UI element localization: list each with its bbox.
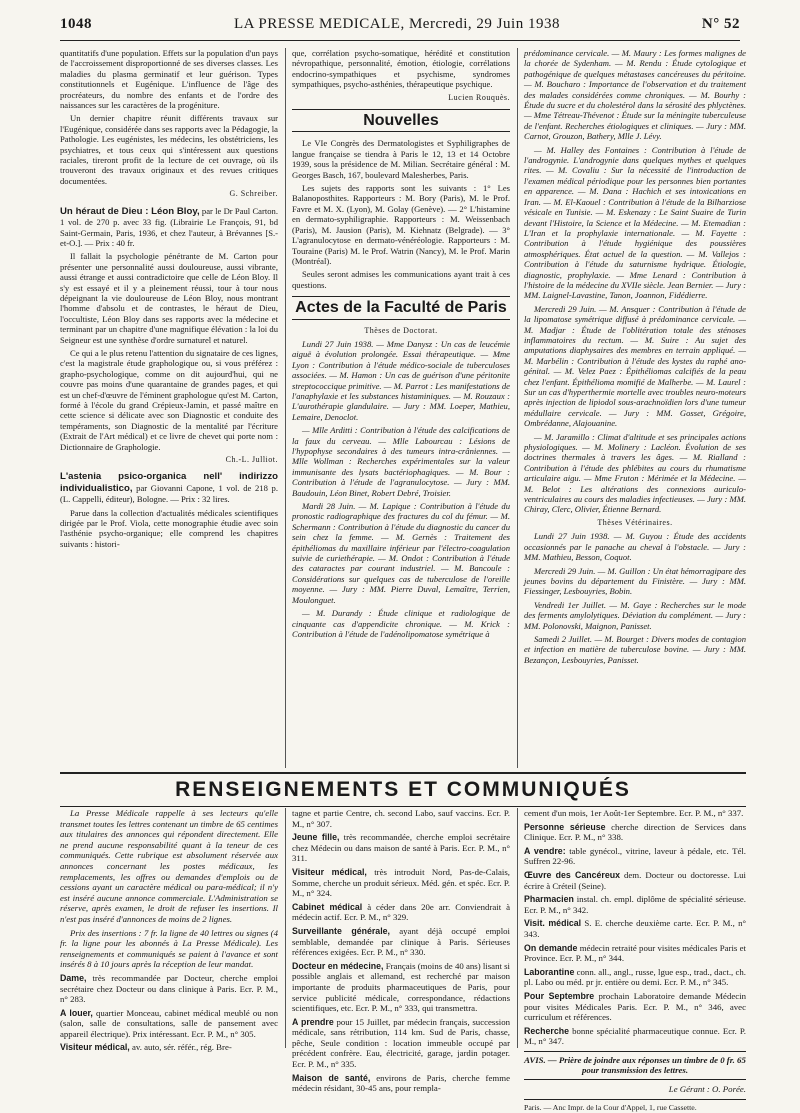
ad-heading: Cabinet médical [292, 901, 363, 912]
ad-text: ayant déjà occupé emploi semblable, demandée par clinique à Paris. Sérieuses références exigées. Ecr. P. M., n° 330. [292, 925, 510, 958]
ads-column-2 [292, 808, 511, 1094]
review-title: L'astenia psico-organica nell' indirizzo individualistico, [60, 471, 278, 494]
classified-ad [524, 1026, 746, 1047]
top-columns [60, 48, 746, 768]
review-info: par le Dr Paul Carton. 1 vol. de 270 p. avec 33 fig. (Librairie Le François, 91, bd Saint-Germain, Paris, 1936, et chez l'auteur, à Brévannes [S.-et-O.]. — Prix : 40 fr. [60, 205, 278, 248]
thesis-list: Mardi 28 Juin. — M. Lapique : Contribution à l'étude du pronostic radiographique des fractures du col du fémur. — M. Schermann : Contribution à l'étude du diagnostic du cancer du sein chez la femme. — M. Gernès : Traitement des épithéliomas du maxillaire inférieur par l'électro-coagulation suivie de curiethérapie. — M. Ondot : Contribution à l'étude des cataractes par courant industriel. — M. Bancoule : Considérations sur quelques cas de tuberculose de l'oreille moyenne. — Jury : MM. Pierre Duval, Lemaître, Terrien, Moulonguet. [292, 501, 510, 605]
ad-heading: A prendre [292, 1016, 334, 1027]
page-header [60, 16, 740, 38]
thesis-list: — M. Jaramillo : Climat d'altitude et ses principales actions physiologiques. — M. Molinery : Lacléon. Évolution de ses doctrines thermales à travers les âges. — M. Rialland : Contribution à l'étude des phlébites au cours du rhumatisme articulaire aigu. — Mme Fruton : Mérimée et la Médecine. — M. Belot : Les altérations des connexions auriculo-ventriculaires au cours des maladies infectieuses. — Jury : MM. Chiray, Clerc, Olivier, Étienne Bernard. [524, 431, 746, 515]
signature: G. Schreiber. [229, 189, 278, 199]
ad-text: pour 15 Juillet, par médecin français, succession médicale, sans rétribution, 114 km. Sud de Paris, chasse, pêche, Seule condition : location immeuble occupé par précédent confrère. Eau, électricité, garage, jardin potager. Ecr. P. M., n° 335. [292, 1016, 510, 1070]
classified-ad [524, 991, 746, 1023]
ad-heading: Surveillante générale, [292, 925, 390, 936]
classified-ad [60, 973, 278, 1005]
ad-heading: Visiteur médical, [60, 1042, 130, 1053]
gerant-line: Le Gérant : O. Porée. [668, 1084, 746, 1095]
classified-ad [524, 846, 746, 867]
ad-text: environs de Paris, cherche femme médecin résidant, 30-45 ans, pour rempla- [292, 1072, 510, 1094]
ad-text: prochain Laboratoire demande Médecin pour visites Médicales Paris. Ecr. P. M., n° 346, avec curriculum et références. [524, 990, 747, 1023]
avis-notice: AVIS. — Prière de joindre aux réponses un timbre de 0 fr. 65 pour transmission des lettres. [524, 1051, 746, 1080]
thesis-list: — M. Halley des Fontaines : Contribution à l'étude de l'androgynie. L'androgynie dans quelques mythes et quelques rites. — M. Covaliu : Sur la nécessité de l'introduction de l'examen médical périodique pour les personnes bien portantes en apparence. — M. Dana : Hachich et ses intoxications en Iran. — M. El-Kaouel : Contribution à l'étude de la Bilharziose vésicale en Tunisie. — M. Eskenazy : Le Saint Suaire de Turin devant l'Histoire, la Science et la Médecine. — M. Etemadian : L'Iran et la prophylaxie internationale. — M. Fayette : Contribution à l'étude hygiénique des poussières atmosphériques. État actuel de la question. — M. Vallejos : Contribution à l'étude du saturnisme hydrique. Étiologie, diagnostic, prophylaxie. — Mme Lenard : Contribution à l'histoire de la médecine du XVIIe siècle. Jean Bernier. — Jury : MM. Laignel-Lavastine, Tanon, Joannon, Fidédierre. [524, 144, 746, 301]
classified-ad [292, 902, 510, 923]
ad-heading: Maison de santé, [292, 1072, 371, 1083]
page-number: 1048 [60, 16, 92, 32]
classified-ad [292, 961, 510, 1014]
classified-ad [292, 1073, 510, 1094]
ad-text: quartier Monceau, cabinet médical meublé ou non (salon, salle de consultations, salle de pansement avec appareil électrique). Prix intéressant. Ecr. P. M., n° 305. [60, 1007, 278, 1039]
subsection-heading: Thèses de Doctorat. [364, 325, 438, 335]
classified-ad [292, 808, 510, 829]
ad-text: S. E. cherche deuxième carte. Ecr. P. M., n° 343. [524, 918, 746, 939]
classified-ad [524, 808, 746, 819]
ad-heading: Personne sérieuse [524, 821, 606, 832]
classified-ad [524, 822, 746, 843]
news-item: Seules seront admises les communications ayant trait à ces questions. [292, 269, 510, 290]
printer-line: Paris. — Anc Impr. de la Cour d'Appel, 1, rue Cassette. [524, 1099, 746, 1113]
ad-heading: Visiteur médical, [292, 866, 367, 877]
section-title-renseignements: RENSEIGNEMENTS ET COMMUNIQUÉS [60, 772, 746, 807]
ad-text: très recommandée, cherche emploi secrétaire chez Médecin ou dans maison de santé à Paris. Ecr. P. M., n° 311. [292, 832, 511, 864]
ad-heading: A vendre: [524, 845, 566, 856]
section-title-actes: Actes de la Faculté de Paris [292, 296, 510, 319]
column-2 [292, 48, 510, 768]
prices-text: Prix des insertions : 7 fr. la ligne de 40 lettres ou signes (4 fr. la ligne pour les abonnés à La Presse Médicale). Les renseignements et communiqués se paient à l'avance et sont insérés 8 à 10 jours après la réception de leur mandat. [60, 927, 278, 970]
ads-list [60, 973, 278, 1053]
ad-text: table gynécol., vitrine, laveur à pédale, etc. Tél. Suffren 22-96. [524, 845, 746, 867]
ad-text: dem. Docteur ou doctoresse. Lui écrire à Créteil (Seine). [524, 869, 746, 891]
thesis-list: prédominance cervicale. — M. Maury : Les formes malignes de la chorée de Sydenham. — M. Rendu : Étude cytologique et pathogénique de quelques métastases cancéreuses du péritoine. — M. Boucharo : Importance de l'observation et du traitement des malades considérées comme chroniques. — M. Bourhy : Étude du sucre et du cholestérol dans la sérosité des phlyctènes. — Mme Tétreau-Thévenot : Étude sur la méningite tuberculeuse de l'enfant. Recherches étiologiques et cliniques. — Jury : MM. Carnot, Grouzon, Bathery, Mlle J. Lévy. [524, 48, 746, 142]
ads-column-3 [524, 808, 747, 1112]
ad-heading: Visit. médical [524, 918, 582, 929]
ad-text: conn. all., angl., russe, lgue esp., trad., dact., ch. pl. Labo ou méd. pr jr. entière ou demi. Ecr. P. M., n° 345. [524, 966, 746, 988]
ad-text: médecin retraité pour visites médicales Paris et Province. Ecr. P. M., n° 344. [524, 942, 747, 964]
classified-ad [292, 867, 510, 899]
thesis-list: Mercredi 29 Juin. — M. Ansquer : Contribution à l'étude de la lipomatose symétrique diffusé à prédominance cervicale. — M. Madjar : Étude de l'oblitération totale des sténoses inflammatoires du rectum. — M. Suire : Au sujet des amputations diaphysaires des membres en terrain appliqué. — M. Marbélin : Contribution à l'étude des kystes du raphé ano-génital. — M. Velez Paez : Épithéliomas calcifiés de la peau chez l'enfant. Épithélioma momifié de Malherbe. — M. Laurel : Sur un cas d'hyperthermie mortelle avec troubles neuro-moteurs après injection de lipiodol sous-arachnoïdien lors d'une tumeur médullaire cervicale. — Jury : MM. Gosset, Grégoire, Ombrédanne, Alajouanine. [524, 303, 746, 429]
review-info: par Giovanni Capone, 1 vol. de 218 p. (L. Cappelli, éditeur), Bologne. — Prix : 32 lires. [60, 482, 278, 505]
ad-heading: Docteur en médecine, [292, 960, 384, 971]
ad-heading: Laborantine [524, 966, 575, 977]
classified-ad [292, 832, 510, 864]
ad-heading: Recherche [524, 1025, 569, 1036]
thesis-list: — Mlle Arditti : Contribution à l'étude des calcifications de la faux du cerveau. — Mlle Labourcau : Lésions de l'hypophyse secondaires à des tumeurs intra-crâniennes. — Mlle Wollman : Recherches expérimentales sur la valeur immunisante des lysats bactériophagiques. — M. Bour : Contribution à l'étude de l'agranulocytose. — Jury : MM. Baudouin, Léon Binet, Robert Debré, Troisier. [292, 425, 510, 498]
news-item: Le VIe Congrès des Dermatologistes et Syphiligraphes de langue française se tiendra à Paris le 12, 13 et 14 Octobre 1939, sous la présidence de M. Milian. Secrétaire général : M. Georges Basch, 167, boulevard Malesherbes, Paris. [292, 138, 510, 180]
thesis-list: Lundi 27 Juin 1938. — Mme Danysz : Un cas de leucémie aiguë à évolution prolongée. Essai thérapeutique. — Mme Lyon : Contribution à l'étude médico-sociale de tuberculoses associées. — M. Hamon : Un cas de guérison d'une péritonite streptococcique primitive. — M. Parrot : Les manifestations de l'anaphylaxie et les substances histaminiques. — M. Rouzaux : L'aurothérapie glandulaire. — Jury : MM. Loeper, Mathieu, Lemaire, Denoclot. [292, 338, 510, 422]
paragraph: que, corrélation psycho-somatique, hérédité et constitution névropathique, personnalité, émotion, étiologie, corrélations endocrino-sympathiques et psychisme, syndromes sympathiques, psycho-asthénies, thérapeutique psychique. [292, 48, 510, 90]
header-rule [60, 40, 740, 41]
ad-text: av. auto, sér. référ., rég. Bre- [131, 1042, 232, 1053]
ad-text: à céder dans 20e arr. Conviendrait à médecin actif. Ecr. P. M., n° 329. [292, 901, 511, 923]
classified-ad [524, 894, 746, 915]
paragraph: Il fallait la psychologie pénétrante de M. Carton pour présenter une personnalité aussi douloureuse, aussi vibrante, aussi étrange et aussi contradictoire que celle de Léon Bloy. Il s'y est essayé et il y a pleinement réussi, tour à tour nous dépeignant la vie douloureuse de Léon Bloy, nous montrant l'homme d'absolu et de contrastes, le héraut de Dieu, l'occultiste, Léon Bloy dans ses rapports avec la médecine et terminant par un chapitre d'une magnifique élévation : la loi du Seigneur est une synthèse d'ordre surnaturel et naturel. [60, 251, 278, 345]
signature: Lucien Rouquès. [448, 92, 510, 102]
review-entry [60, 206, 278, 249]
classified-ad [60, 1008, 278, 1040]
paragraph: Parue dans la collection d'actualités médicales scientifiques dirigée par le Prof. Viola, cette monographie étudie avec soin l'asthénie psycho-organique; elle comprend les chapitres suivants : histori- [60, 507, 278, 549]
notice-text: La Presse Médicale rappelle à ses lecteurs qu'elle transmet toutes les lettres contenant un timbre de 65 centimes aux titulaires des annonces qui répondent directement. Elle ne prend aucune responsabilité quant à la teneur de ces communiqués. Cette rubrique est absolument réservée aux annonces concernant les postes médicaux, les remplacements, les offres ou demandes d'emplois ou de cessions ayant un caractère médical ou para-médical; il n'y est inséré aucune annonce commerciale. L'Administration se réserve, après examen, le droit de refuser les insertions. Il n'est pas inséré d'annonces de moins de 2 lignes. [60, 808, 278, 924]
ad-heading: Jeune fille, [292, 832, 340, 843]
classified-ad [524, 943, 746, 964]
ad-text: très introduit Nord, Pas-de-Calais, Somme, cherche un produit sérieux. Méd. gén. et spéc. Ecr. P. M., n° 324. [292, 866, 510, 899]
ad-text: cement d'un mois, 1er Août-1er Septembre. Ecr. P. M., n° 337. [524, 808, 744, 818]
paragraph: Un dernier chapitre réunit différents travaux sur l'Eugénique, considérée dans ses rapports avec la Pédagogie, la Pathologie. Les eugénistes, les médecins, les obstétriciens, les psychiatres, et tous ceux qui s'intéressent aux questions raciales, tireront profit de la lecture de cet ouvrage, où ils trouveront des travaux originaux et des revues critiques documentées. [60, 113, 278, 186]
ad-heading: On demande [524, 942, 578, 953]
ads-list [524, 808, 746, 1047]
paragraph: quantitatifs d'une population. Effets sur la population d'un pays de l'accroissement disproportionné de ses diverses classes. Les maladies du plasma germinatif et leur guérison. Types constitutionnels et Eugénique. L'influence de l'âge des procréateurs, du nombre des enfants et de l'ordre des naissances sur les caractères de la progéniture. [60, 48, 278, 111]
thesis-list: Lundi 27 Juin 1938. — M. Guyou : Étude des accidents occasionnés par le panache au cheval à l'obstacle. — Jury : MM. Mathieu, Besson, Coquot. [524, 531, 746, 563]
thesis-list: — M. Durandy : Étude clinique et radiologique de cinquante cas d'appendicite chronique. — M. Krick : Contribution à l'étude de l'adénolipomatose symétrique à [292, 608, 510, 639]
section-title-nouvelles: Nouvelles [292, 109, 510, 132]
review-entry [60, 471, 278, 504]
issue-number: N° 52 [701, 16, 740, 32]
thesis-list: Samedi 2 Juillet. — M. Bourget : Divers modes de contagion et infection en matière de tuberculose bovine. — Jury : MM. Bezançon, Lesbouyries, Panisset. [524, 633, 746, 665]
ads-list [292, 808, 510, 1094]
classified-ad [524, 918, 746, 939]
ad-heading: Pour Septembre [524, 990, 595, 1001]
ad-text: très recommandée par Docteur, cherche emploi secrétaire chez Docteur ou dans clinique à Paris. Ecr. P. M., n° 283. [60, 972, 278, 1005]
column-3 [524, 48, 746, 768]
thesis-list: Mercredi 29 Juin. — M. Guillon : Un état hémorragipare des jeunes bovins du département du Finistère. — Jury : MM. Fiessinger, Lesbouyries, Bobin. [524, 565, 746, 597]
classified-ad [292, 926, 510, 958]
ad-text: Français (moins de 40 ans) lisant si possible anglais et allemand, est recherché par maison importante de produits pharmaceutiques de Paris, pour service publicité médicale, correspondance, rédactions scientifiques, etc. Ecr. P. M., n° 333, qui transmettra. [292, 960, 510, 1014]
ad-heading: Pharmacien [524, 894, 574, 905]
ad-text: tagne et partie Centre, ch. second Labo, sauf vaccins. Ecr. P. M., n° 307. [292, 808, 510, 829]
classified-ad [60, 1042, 278, 1053]
subsection-heading: Thèses Vétérinaires. [597, 517, 673, 527]
ad-heading: Dame, [60, 972, 87, 983]
news-item: Les sujets des rapports sont les suivants : 1° Les Balanoposthites. Rapporteurs : M. Bory (Paris), M. le Prof. Favre et M. X. (Lyon), M. Golay (Genève). — 2° L'histamine en dermato-syphiligraphie. Rapporteurs : M. Weissenbach (Paris), M. Jausion (Paris), M. Kiehnatz (Belgrade). — 3° L'agranulocytose en dermato-vénéréologie. Rapporteurs : M. Touraine (Paris) M. le Prof. Watrin (Nancy), M. le Prof. Marin (Montréal). [292, 183, 510, 266]
classified-ad [524, 870, 746, 891]
classified-ad [292, 1017, 510, 1070]
ads-column-1 [60, 808, 278, 1053]
journal-title: LA PRESSE MEDICALE, Mercredi, 29 Juin 1938 [233, 16, 560, 32]
ad-heading: A louer, [60, 1007, 93, 1018]
paragraph: Ce qui a le plus retenu l'attention du signataire de ces lignes, c'est la magistrale étude graphologique ou, si vous préférez : grapho-psychologique, comme on dit aujourd'hui, qui ne couvre pas moins d'une quarantaine de grandes pages, et qui est un chef-d'œuvre de l'éminent graphologue qu'est M. Carton, formé à l'école du grand Crépieux-Jamin, et passé maître en cette science si délicate avec son Diagnostic et conduite des tempéraments, son Diagnostic de la mentalité par l'écriture (Extrait de l'Art médical) et ce livre de chevet qui porte nom : Dictionnaire de Graphologie. [60, 347, 278, 452]
ad-text: bonne spécialité pharmaceutique connue. Ecr. P. M., n° 347. [524, 1025, 746, 1047]
column-1 [60, 48, 278, 768]
ad-text: cherche direction de Services dans Clinique. Ecr. P. M., n° 338. [524, 821, 747, 843]
ad-text: instal. ch. empl. diplôme de spécialité sérieuse. Ecr. P. M., n° 342. [524, 894, 747, 915]
bottom-columns [60, 808, 747, 1112]
signature: Ch.-L. Julliot. [225, 455, 278, 465]
thesis-list: Vendredi 1er Juillet. — M. Gaye : Recherches sur le mode des ferments amylolytiques. Déviation du complément. — Jury : MM. Polonovski, Maignon, Panisset. [524, 599, 746, 631]
review-title: Un héraut de Dieu : Léon Bloy, [60, 205, 200, 217]
ad-heading: Œuvre des Cancéreux [524, 869, 620, 880]
classified-ad [524, 967, 746, 988]
